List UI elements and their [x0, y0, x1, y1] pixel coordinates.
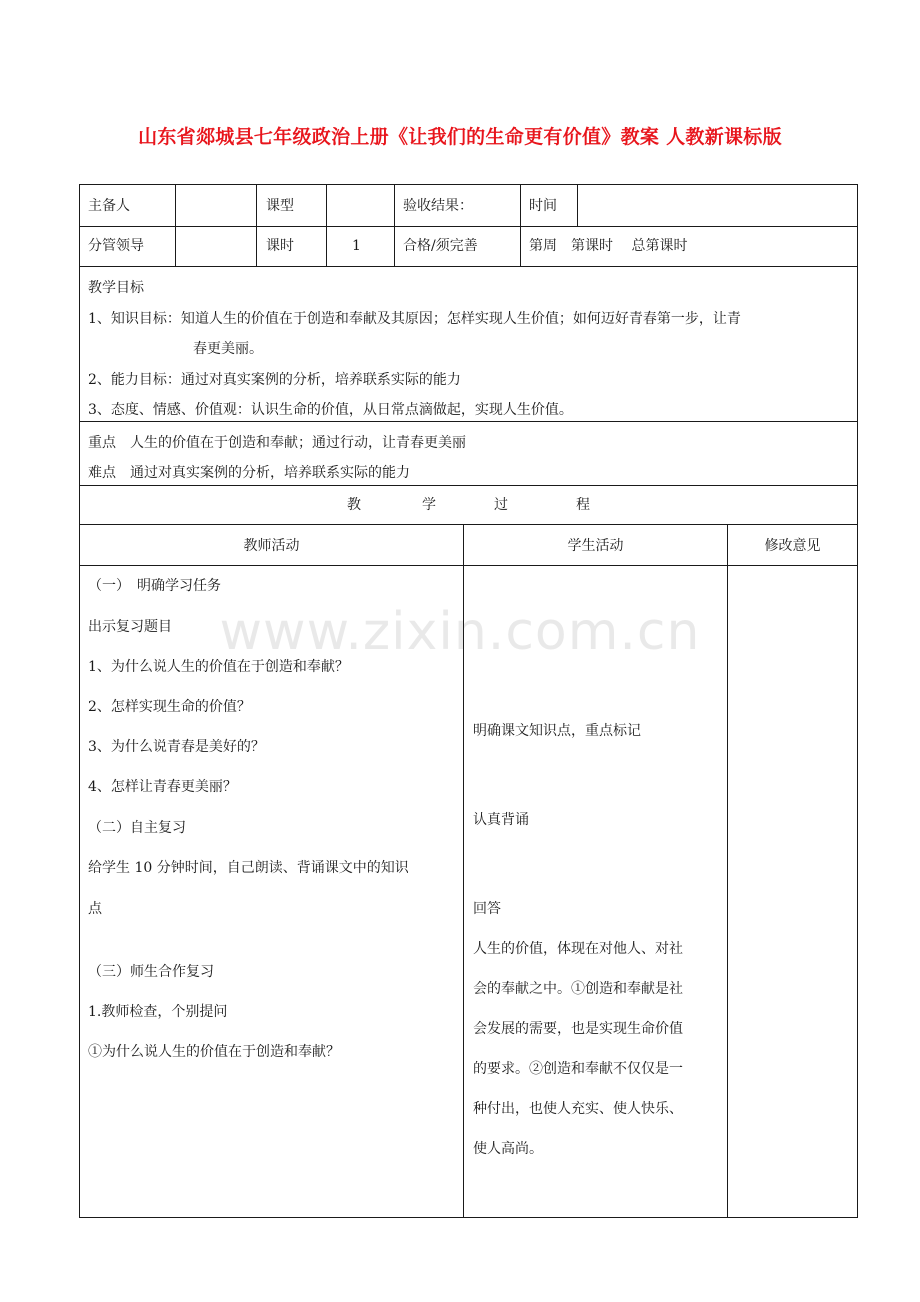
student-activity-line: 人生的价值，体现在对他人、对社: [473, 941, 683, 957]
preparer-label: 主备人: [88, 198, 130, 214]
table-divider: [326, 184, 327, 267]
table-divider: [577, 184, 578, 227]
table-divider: [256, 184, 257, 267]
time-label: 时间: [529, 198, 557, 214]
teacher-activity-line: 4、怎样让青春更美丽？: [88, 779, 237, 795]
qualified-label: 合格/须完善: [403, 238, 478, 254]
table-border-bottom: [79, 1217, 858, 1218]
schedule-text: 第周 第课时 总第课时: [529, 238, 688, 254]
table-divider: [394, 184, 395, 267]
teacher-activity-line: 1.教师检查，个别提问: [88, 1004, 228, 1020]
student-activity-line: 会的奉献之中。①创造和奉献是社: [473, 981, 683, 997]
table-divider: [79, 485, 858, 486]
student-activity-line: 使人高尚。: [473, 1141, 543, 1157]
student-activity-line: 回答: [473, 901, 501, 917]
objective-knowledge: 1、知识目标：知道人生的价值在于创造和奉献及其原因；怎样实现人生价值；如何迈好青春第一步，让青: [88, 311, 741, 327]
student-activity-line: 种付出，也使人充实、使人快乐、: [473, 1101, 683, 1117]
objective-knowledge-continued: 春更美丽。: [193, 341, 263, 357]
column-header-student: 学生活动: [567, 538, 624, 554]
table-divider: [79, 565, 858, 566]
objectives-heading: 教学目标: [88, 280, 144, 296]
table-divider: [79, 524, 858, 525]
watermark: www.zixin.com.cn: [219, 602, 701, 662]
student-activity-line: 会发展的需要，也是实现生命价值: [473, 1021, 683, 1037]
teacher-activity-line: 3、为什么说青春是美好的？: [88, 739, 265, 755]
student-activity-line: 认真背诵: [473, 812, 529, 828]
table-divider: [175, 184, 176, 267]
leader-label: 分管领导: [88, 238, 144, 254]
focus-point: 重点 人生的价值在于创造和奉献；通过行动，让青春更美丽: [88, 435, 466, 451]
table-divider: [79, 266, 858, 267]
process-heading-char: 过: [494, 497, 508, 513]
document-title: 山东省郯城县七年级政治上册《让我们的生命更有价值》教案 人教新课标版: [138, 126, 782, 148]
teacher-activity-line: （一） 明确学习任务: [88, 578, 221, 594]
teacher-activity-line: 2、怎样实现生命的价值？: [88, 699, 251, 715]
lesson-type-label: 课型: [266, 198, 294, 214]
teacher-activity-line: 点: [88, 901, 102, 917]
teacher-activity-line: ①为什么说人生的价值在于创造和奉献？: [88, 1044, 340, 1060]
column-header-teacher: 教师活动: [243, 538, 300, 554]
table-border-top: [79, 184, 858, 185]
table-divider: [79, 421, 858, 422]
objective-ability: 2、能力目标：通过对真实案例的分析，培养联系实际的能力: [88, 372, 461, 388]
table-divider: [79, 226, 858, 227]
column-header-revision: 修改意见: [764, 538, 821, 554]
process-heading-char: 学: [422, 497, 436, 513]
table-divider: [727, 524, 728, 1218]
table-border-right: [857, 184, 858, 1218]
period-label: 课时: [266, 238, 294, 254]
teacher-activity-line: 1、为什么说人生的价值在于创造和奉献？: [88, 659, 349, 675]
objective-attitude: 3、态度、情感、价值观：认识生命的价值，从日常点滴做起，实现人生价值。: [88, 402, 573, 418]
student-activity-line: 的要求。②创造和奉献不仅仅是一: [473, 1061, 683, 1077]
table-border-left: [79, 184, 80, 1218]
teacher-activity-line: （二）自主复习: [88, 820, 186, 836]
process-heading-char: 教: [347, 497, 361, 513]
teacher-activity-line: 给学生 10 分钟时间，自己朗读、背诵课文中的知识: [88, 860, 409, 876]
review-result-label: 验收结果：: [403, 198, 473, 214]
period-value: 1: [352, 238, 361, 254]
difficulty-point: 难点 通过对真实案例的分析，培养联系实际的能力: [88, 465, 410, 481]
table-divider: [520, 184, 521, 267]
teacher-activity-line: （三）师生合作复习: [88, 964, 214, 980]
process-heading-char: 程: [576, 497, 590, 513]
table-divider: [463, 524, 464, 1218]
teacher-activity-line: 出示复习题目: [88, 619, 172, 635]
student-activity-line: 明确课文知识点，重点标记: [473, 723, 641, 739]
